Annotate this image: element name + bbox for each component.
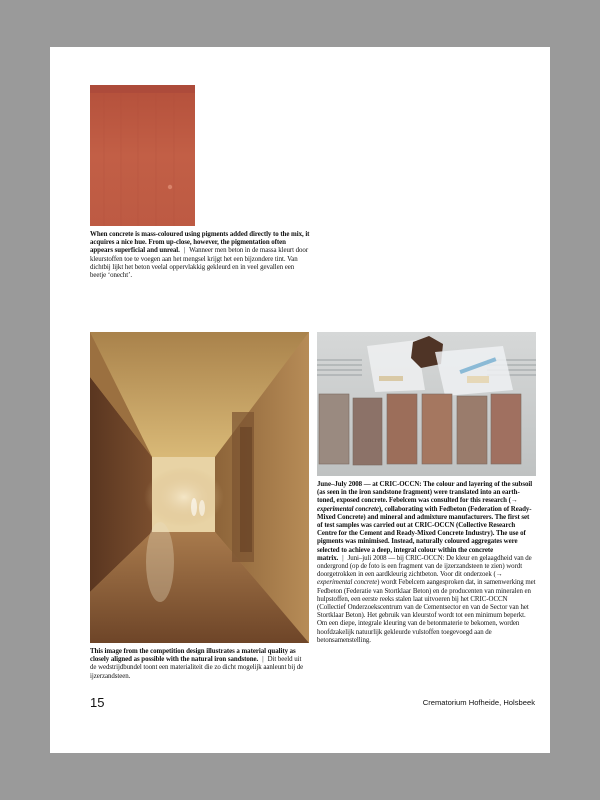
experimental-concrete-link[interactable]: → experimental concrete <box>317 497 518 513</box>
figure-3-caption-en <box>317 481 532 562</box>
running-title: Crematorium Hofheide, Holsbeek <box>422 698 535 707</box>
figure-2-caption-en: This image from the competition design illustrates a material quality as closely aligned as possible with the natural iron sandstone. <box>90 648 296 664</box>
figure-1-caption-en: When concrete is mass-coloured using pigments added directly to the mix, it acquires a nice hue. From up-close, however, the pigmentation often appears superficial and unreal. <box>90 231 310 255</box>
figure-3-caption <box>317 481 536 645</box>
page-number: 15 <box>90 695 105 710</box>
figure-2-caption-nl: Dit beeld uit de wedstrijdbundel toont een materialiteit die zo dicht mogelijk aanleunt bij de ijzerzandsteen. <box>90 656 304 680</box>
caption-separator: | <box>342 554 344 562</box>
figure-2-caption <box>90 648 309 681</box>
document-page <box>50 47 550 753</box>
red-concrete-photo <box>90 85 195 226</box>
figure-3-nl-part2: ) wordt Febelcem aangesproken dat, in samenwerking met Fedbeton (Federatie van Stortklaar Beton) en de producenten van mineralen en hulpstoffen, een eerste reeks stalen laat uitvoeren bij het CRIC-OCCN (Collectief Onderzoekscentrum van de Cementsector en van de Sector van het Stortklaar Beton). Het gebruik van kleurstof wordt tot een minimum beperkt. Om een diepe, integrale kleuring van de betonmaterie te bekomen, worden hoofdzakelijk natuurlijk gekleurde vulstoffen toegevoegd aan de betonsamenstelling. <box>317 579 536 644</box>
caption-separator: | <box>183 247 186 255</box>
corridor-rendering <box>90 332 309 643</box>
figure-3-en-part1: June–July 2008 — at CRIC-OCCN: The colour and layering of the subsoil (as seen in the iron sandstone fragment) were translated into an earth-toned, exposed concrete. Febelcem was consulted for this research ( <box>317 481 533 505</box>
experimental-concrete-link-nl[interactable]: → experimental concrete <box>317 571 503 587</box>
figure-3-nl-part1: Juni–juli 2008 — bij CRIC-OCCN: De kleur en gelaagdheid van de ondergrond (op de foto is een fragment van de ijzerzandsteen te zien) wordt doorgetrokken in een aardkleurig zichtbeton. Voor dit onderzoek ( <box>317 554 532 579</box>
figure-1-caption <box>90 231 310 280</box>
caption-separator: | <box>262 656 264 664</box>
figure-1-caption-nl: Wanneer men beton in de massa kleurt door kleurstoffen toe te voegen aan het mengsel krijgt het een bijzondere tint. Van dichtbij lijkt het beton veelal oppervlakkig gekleurd en in veel gevallen een beetje ‘onecht’. <box>90 247 309 280</box>
test-samples-photo <box>317 332 536 476</box>
figure-3-en-part2: ), collaborating with Fedbeton (Federation of Ready-Mixed Concrete) and mineral and admixture manufacturers. The first set of test samples was carried out at CRIC-OCCN (Collective Research Centre for the Cement and Ready-Mixed Concrete Industry). The use of pigments was minimised. Instead, naturally coloured aggregates were selected to achieve a deep, integral colour within the concrete matrix. <box>317 505 532 562</box>
